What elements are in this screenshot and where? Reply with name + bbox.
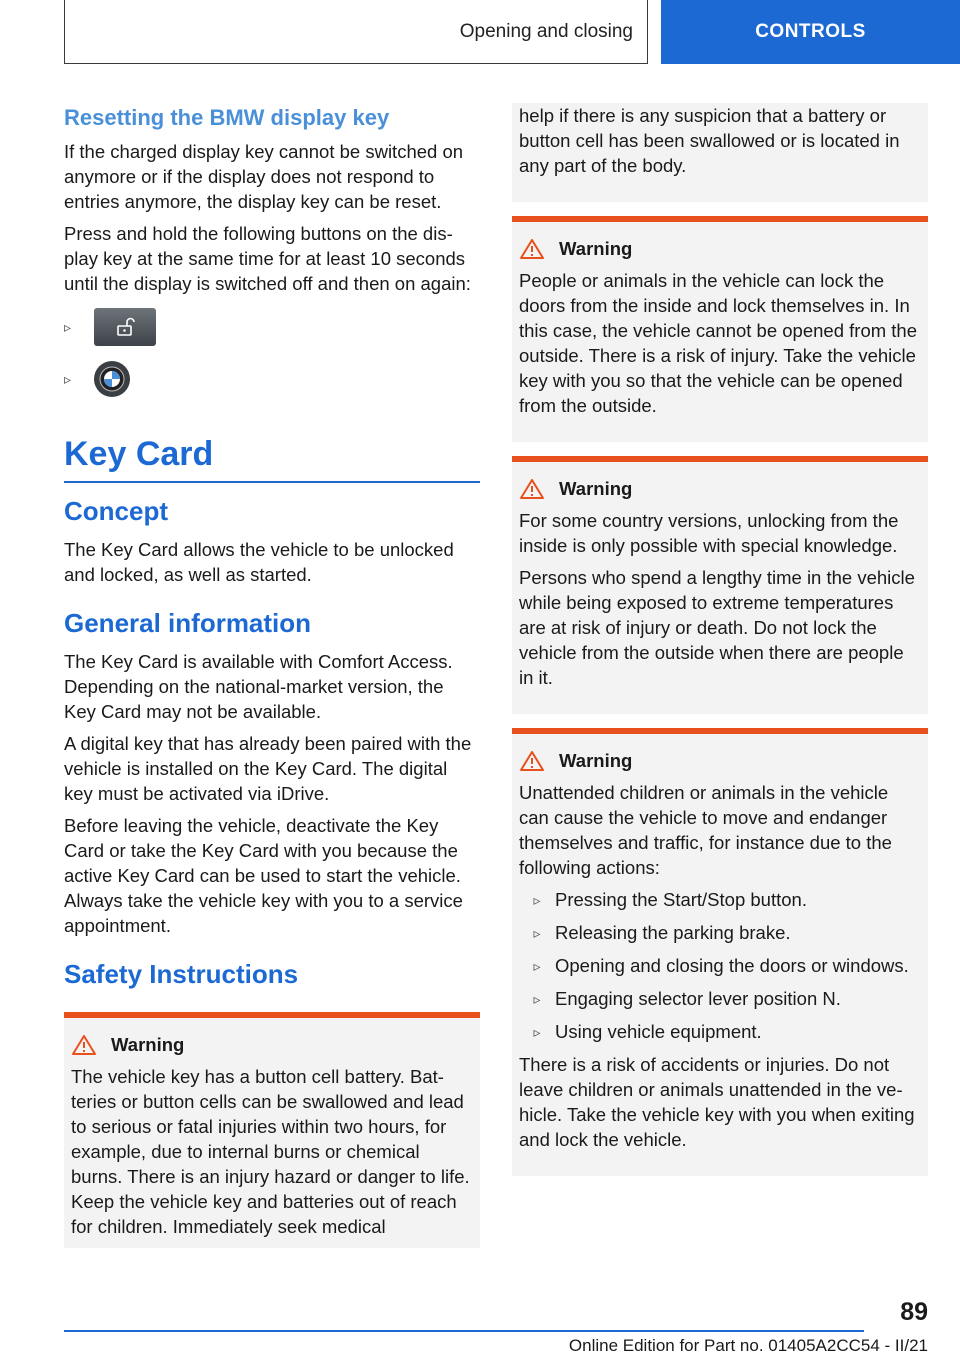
page-number: 89 bbox=[900, 1298, 928, 1326]
concept-heading: Concept bbox=[64, 496, 168, 526]
list-item: ▹ Engaging selector lever position N. bbox=[519, 986, 921, 1012]
unlock-button-row bbox=[64, 303, 480, 351]
warning-header bbox=[519, 478, 921, 500]
general-information-heading: General information bbox=[64, 608, 312, 638]
left-column bbox=[64, 103, 480, 1248]
warning-unlock-inside-text-2: Persons who spend a lengthy time in the vehicle while being exposed to extreme temperatures are at risk of injury or death. Do not lock the vehicle from the outside when there are people in it. bbox=[519, 567, 915, 688]
warning-box-lock-inside bbox=[512, 216, 928, 442]
warning-label: Warning bbox=[559, 478, 633, 499]
footer-divider bbox=[64, 1330, 864, 1332]
header-section-title: Opening and closing bbox=[459, 20, 633, 42]
general-paragraph-3: Before leaving the vehicle, deactivate the Key Card or take the Key Card with you because the active Key Card can be used to start the vehicle. Always take the vehicle key with you to a service appointment. bbox=[64, 815, 463, 936]
general-paragraph-2: A digital key that has already been paired with the vehicle is installed on the Key Card. The digital key must be activated via iDrive. bbox=[64, 733, 472, 804]
concept-paragraph: The Key Card allows the vehicle to be unlocked and locked, as well as started. bbox=[64, 539, 454, 585]
warning-triangle-icon bbox=[519, 238, 545, 260]
list-item: ▹ Pressing the Start/Stop button. bbox=[519, 887, 921, 913]
bullet-triangle-icon: ▹ bbox=[533, 1024, 541, 1040]
bullet-triangle-icon: ▹ bbox=[533, 925, 541, 941]
bmw-button-row bbox=[64, 355, 480, 403]
warning-label: Warning bbox=[559, 750, 633, 771]
header-section-tab bbox=[64, 0, 648, 64]
bullet-triangle-icon: ▹ bbox=[533, 991, 541, 1007]
safety-instructions-heading: Safety Instructions bbox=[64, 959, 299, 989]
warning-unattended-text-1: Unattended children or animals in the vehicle can cause the vehicle to move and endanger themselves and traffic, for instance due to the following actions: bbox=[519, 782, 892, 878]
warning-header bbox=[71, 1034, 473, 1056]
warning-triangle-icon bbox=[71, 1034, 97, 1056]
warning-header bbox=[519, 238, 921, 260]
list-item: ▹ Releasing the parking brake. bbox=[519, 920, 921, 946]
warning-label: Warning bbox=[559, 238, 633, 259]
warning-battery-text: The vehicle key has a button cell battery. Batteries or button cells can be swallowed and lead to serious or fatal injuries within two hours, for example, due to internal burns or chemical burns. There is an injury hazard or danger to life. Keep the vehicle key and batteries out of reach for children. Immediately seek medical bbox=[71, 1066, 470, 1237]
key-card-heading: Key Card bbox=[64, 431, 480, 483]
warning-unattended-list bbox=[519, 887, 921, 1045]
reset-paragraph-2: Press and hold the following buttons on the display key at the same time for at least 10 seconds until the display is switched off and then on again: bbox=[64, 223, 471, 294]
warning-unlock-inside-text-1: For some country versions, unlocking from the inside is only possible with special knowledge. bbox=[519, 510, 899, 556]
warning-triangle-icon bbox=[519, 750, 545, 772]
bullet-triangle-icon: ▹ bbox=[64, 370, 72, 387]
warning-box-battery-continued bbox=[512, 103, 928, 202]
warning-label: Warning bbox=[111, 1034, 185, 1055]
warning-box-unattended bbox=[512, 728, 928, 1176]
bmw-roundel-icon bbox=[94, 361, 130, 397]
right-column bbox=[512, 103, 928, 1190]
warning-unattended-text-2: There is a risk of accidents or injuries. Do not leave children or animals unattended in the vehicle. Take the vehicle key with you when exiting and lock the vehicle. bbox=[519, 1054, 915, 1150]
reset-heading: Resetting the BMW display key bbox=[64, 105, 390, 130]
header-chapter-title: CONTROLS bbox=[755, 21, 866, 42]
unlock-button-icon bbox=[94, 308, 156, 346]
warning-header bbox=[519, 750, 921, 772]
list-item: ▹ Opening and closing the doors or windows. bbox=[519, 953, 921, 979]
general-paragraph-1: The Key Card is available with Comfort Access. Depending on the national-market version, the Key Card may not be available. bbox=[64, 651, 453, 722]
warning-box-unlock-inside bbox=[512, 456, 928, 714]
warning-battery-text-continued: help if there is any suspicion that a battery or button cell has been swallowed or is located in any part of the body. bbox=[519, 105, 900, 176]
bullet-triangle-icon: ▹ bbox=[533, 958, 541, 974]
warning-triangle-icon bbox=[519, 478, 545, 500]
bullet-triangle-icon: ▹ bbox=[533, 892, 541, 908]
bullet-triangle-icon: ▹ bbox=[64, 318, 72, 335]
list-item: ▹ Using vehicle equipment. bbox=[519, 1019, 921, 1045]
warning-box-battery bbox=[64, 1012, 480, 1248]
reset-paragraph-1: If the charged display key cannot be switched on anymore or if the display does not respond to entries anymore, the display key can be reset. bbox=[64, 141, 464, 212]
footer-edition: Online Edition for Part no. 01405A2CC54 - II/21 bbox=[568, 1336, 928, 1355]
header-chapter-tab bbox=[661, 0, 960, 64]
warning-lock-inside-text: People or animals in the vehicle can lock the doors from the inside and lock themselves in. In this case, the vehicle cannot be opened from the outside. There is a risk of injury. Take the vehicle key with you so that the vehicle can be opened from the outside. bbox=[519, 270, 918, 416]
